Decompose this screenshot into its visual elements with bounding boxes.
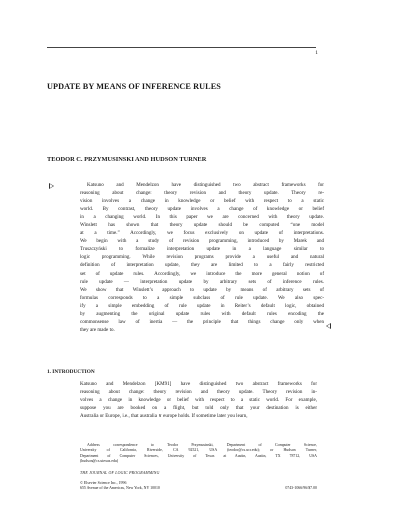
- abstract-line: vision involves a change in knowledge or belief with respect to a static: [80, 198, 324, 205]
- intro-line: suppose you are booked on a flight, but told only that your destination is either: [80, 405, 317, 412]
- publisher-info: [80, 481, 317, 492]
- intro-line: Katsuno and Mendelzon [KM91] have distinguished two abstract frameworks for: [80, 381, 317, 387]
- footnote-address: [80, 443, 317, 465]
- footnote-line: (hudson@cs.utexas.edu): [80, 459, 119, 464]
- abstract-start-marker-icon: [49, 183, 54, 189]
- footnote-line: Address correspondence to Teodor Przymusinski, Department of Computer Science,: [87, 443, 317, 447]
- abstract-end-marker-icon: [326, 323, 331, 329]
- abstract-line: We show that Winslett’s approach to update by means of arbitrary sets of: [80, 286, 324, 293]
- paper-title: UPDATE BY MEANS OF INFERENCE RULES: [47, 82, 221, 91]
- publisher-address: 655 Avenue of the Americas, New York, NY 10010: [80, 486, 160, 491]
- abstract-line: formulas corresponds to a simple subclass of rule update. We also spec-: [80, 294, 324, 301]
- abstract-line: set of update rules. Accordingly, we introduce the more general notion of: [80, 270, 324, 277]
- introduction-body: [80, 380, 317, 420]
- abstract-line: definition of interpretation update, they are limited to a fairly restricted: [80, 262, 324, 269]
- section-heading-introduction: 1. INTRODUCTION: [47, 369, 95, 375]
- publication-code: 0743-1066/96/$7.00: [285, 486, 317, 491]
- publisher-address-row: [80, 486, 317, 491]
- journal-name: THE JOURNAL OF LOGIC PROGRAMMING: [80, 471, 160, 475]
- abstract-line: ify a simple embedding of rule update in Reiter’s default logic, obtained: [80, 302, 324, 309]
- header-rule: [47, 47, 316, 48]
- abstract: [80, 181, 324, 334]
- intro-line: volves a change in knowledge or belief with respect to a static world. For example,: [80, 397, 317, 404]
- abstract-line: Katsuno and Mendelzon have distinguished two abstract frameworks for: [87, 182, 324, 188]
- abstract-line: by augmenting the original update rules with default rules encoding the: [80, 310, 324, 317]
- abstract-line: they are made to.: [80, 326, 115, 333]
- abstract-line: We begin with a study of revision programming, introduced by Marek and: [80, 238, 324, 245]
- footnote-line: University of California, Riverside, CA 92521, USA (teodor@cs.ucr.edu); or Hudson Turner,: [80, 448, 317, 453]
- abstract-line: reasoning about change: theory revision and theory update. Theory re-: [80, 190, 324, 197]
- abstract-line: logic programming. While revision programs provide a useful and natural: [80, 254, 324, 261]
- footnote-line: Department of Computer Sciences, University of Texas at Austin, Austin, TX 78712, USA: [80, 453, 317, 458]
- abstract-line: Truszczyński to formalize interpretation update in a language similar to: [80, 246, 324, 253]
- copyright-line: © Elsevier Science Inc., 1996: [80, 481, 127, 485]
- page-number: 1: [315, 50, 318, 56]
- intro-line: Australia or Europe, i.e., that australia ∨ europe holds. If sometime later you learn,: [80, 413, 248, 420]
- abstract-line: world. By contrast, theory update involves a change of knowledge or belief: [80, 206, 324, 213]
- abstract-line: at a time.” Accordingly, we focus exclusively on update of interpretations.: [80, 230, 324, 237]
- abstract-line: commonsense law of inertia — the principle that things change only when: [80, 318, 324, 325]
- abstract-line: in a changing world. In this paper we are concerned with theory update.: [80, 214, 324, 221]
- intro-line: reasoning about change: theory revision and theory update. Theory revision in-: [80, 389, 317, 396]
- paper-authors: TEODOR C. PRZYMUSINSKI AND HUDSON TURNER: [47, 156, 207, 163]
- abstract-line: rule update — interpretation update by arbitrary sets of inference rules.: [80, 278, 324, 285]
- abstract-line: Winslett has shown that theory update should be computed “one model: [80, 222, 324, 229]
